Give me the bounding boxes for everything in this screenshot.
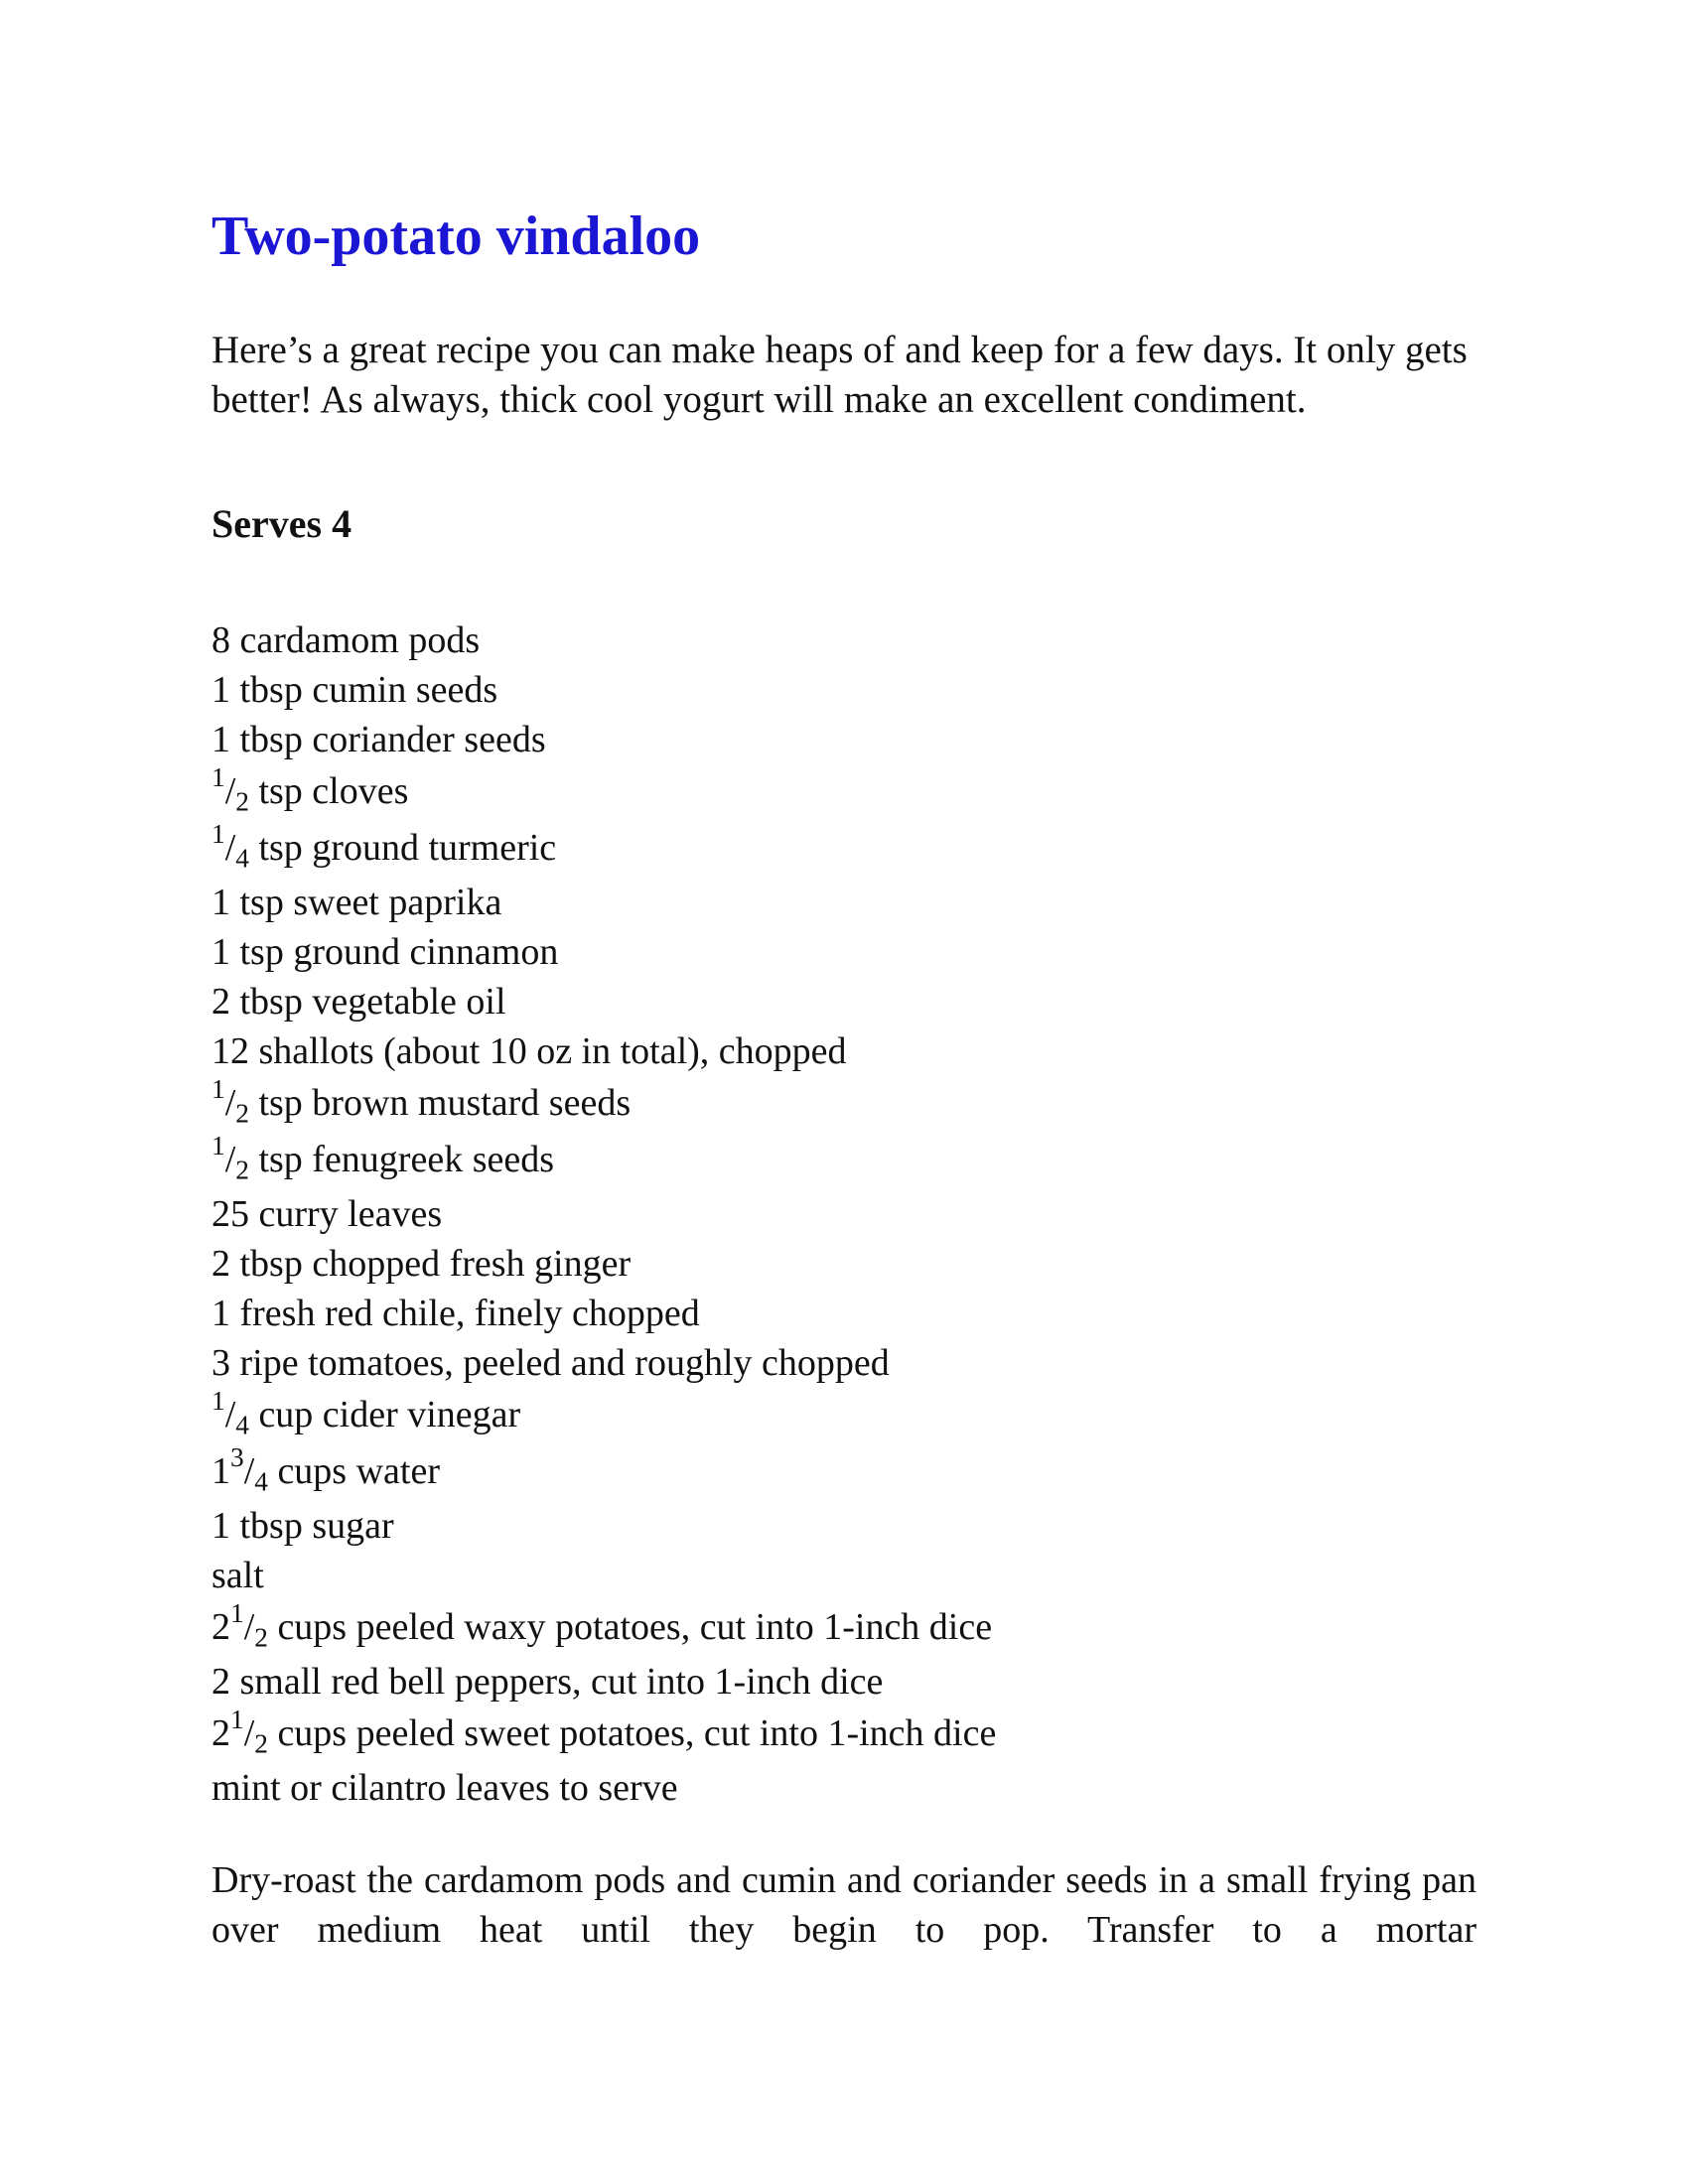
fraction-numerator: 1: [211, 1131, 225, 1160]
ingredient-text: 1 tbsp coriander seeds: [211, 719, 546, 760]
ingredient-item: [211, 1600, 996, 1657]
ingredient-text: 2 tbsp chopped fresh ginger: [211, 1243, 632, 1285]
ingredient-text: tsp ground turmeric: [248, 826, 557, 869]
ingredient-item: [211, 1133, 996, 1189]
ingredient-whole: 1: [211, 1449, 230, 1492]
fraction-slash: /: [243, 1605, 255, 1648]
ingredient-text: 1 tsp sweet paprika: [211, 882, 502, 923]
fraction-numerator: 1: [211, 819, 225, 849]
ingredient-item: [211, 878, 996, 927]
ingredient-item: [211, 1388, 996, 1444]
ingredient-item: [211, 1763, 996, 1813]
ingredient-text: 1 tbsp sugar: [211, 1505, 394, 1547]
ingredient-text: salt: [211, 1555, 264, 1596]
fraction-numerator: 1: [211, 1386, 225, 1416]
fraction-numerator: 1: [230, 1705, 244, 1734]
ingredient-item: [211, 1189, 996, 1239]
ingredient-text: 2 tbsp vegetable oil: [211, 981, 506, 1023]
ingredient-item: [211, 927, 996, 977]
ingredient-item: [211, 665, 996, 715]
ingredient-text: 8 cardamom pods: [211, 619, 481, 661]
fraction-slash: /: [224, 826, 236, 869]
ingredient-text: 1 tbsp cumin seeds: [211, 669, 498, 711]
ingredient-text: tsp fenugreek seeds: [248, 1138, 554, 1180]
serves-heading: Serves 4: [211, 501, 352, 546]
ingredient-text: cups peeled waxy potatoes, cut into 1-inch dice: [267, 1605, 993, 1648]
ingredient-text: 2 small red bell peppers, cut into 1-inch dice: [211, 1661, 884, 1703]
fraction-slash: /: [224, 1081, 236, 1124]
ingredient-item: [211, 1076, 996, 1133]
fraction-denominator: 4: [235, 843, 249, 874]
fraction-slash: /: [224, 1138, 236, 1180]
fraction-slash: /: [243, 1449, 255, 1492]
method-paragraph: Dry-roast the cardamom pods and cumin and coriander seeds in a small frying pan over medium heat until they begin to pop. Transfer to a mortar: [211, 1859, 1477, 1951]
fraction-numerator: 1: [230, 1598, 244, 1628]
ingredient-text: 1 fresh red chile, finely chopped: [211, 1293, 700, 1334]
recipe-intro: Here’s a great recipe you can make heaps of and keep for a few days. It only gets better! As always, thick cool yogurt will make an excellent condiment.: [211, 329, 1468, 421]
ingredient-text: tsp brown mustard seeds: [248, 1081, 632, 1124]
ingredient-item: [211, 977, 996, 1026]
fraction-denominator: 4: [235, 1410, 249, 1440]
ingredient-text: mint or cilantro leaves to serve: [211, 1767, 678, 1809]
ingredient-item: [211, 1706, 996, 1763]
fraction-numerator: 1: [211, 762, 225, 792]
ingredient-item: [211, 1026, 996, 1076]
fraction-denominator: 2: [254, 1622, 268, 1653]
ingredient-item: [211, 764, 996, 821]
ingredient-text: cups water: [267, 1449, 440, 1492]
ingredient-text: cups peeled sweet potatoes, cut into 1-inch dice: [267, 1711, 997, 1754]
fraction-denominator: 4: [254, 1466, 268, 1497]
ingredient-item: [211, 1657, 996, 1706]
ingredient-text: tsp cloves: [248, 769, 409, 812]
ingredient-item: [211, 715, 996, 764]
recipe-title: Two-potato vindaloo: [211, 205, 701, 267]
ingredient-list: [211, 615, 996, 1813]
fraction-slash: /: [224, 1393, 236, 1435]
ingredient-whole: 2: [211, 1711, 230, 1754]
ingredient-item: [211, 615, 996, 665]
ingredient-text: 3 ripe tomatoes, peeled and roughly chopped: [211, 1342, 890, 1384]
ingredient-text: 1 tsp ground cinnamon: [211, 931, 559, 973]
ingredient-text: 12 shallots (about 10 oz in total), chopped: [211, 1030, 847, 1072]
ingredient-item: [211, 821, 996, 878]
ingredient-item: [211, 1239, 996, 1289]
ingredient-item: [211, 1501, 996, 1551]
fraction-slash: /: [224, 769, 236, 812]
fraction-denominator: 2: [235, 786, 249, 817]
ingredient-item: [211, 1444, 996, 1501]
ingredient-item: [211, 1338, 996, 1388]
fraction-numerator: 3: [230, 1442, 244, 1472]
fraction-slash: /: [243, 1711, 255, 1754]
fraction-denominator: 2: [235, 1155, 249, 1185]
fraction-numerator: 1: [211, 1074, 225, 1104]
ingredient-text: 25 curry leaves: [211, 1193, 443, 1235]
ingredient-text: cup cider vinegar: [248, 1393, 521, 1435]
fraction-denominator: 2: [235, 1098, 249, 1129]
fraction-denominator: 2: [254, 1728, 268, 1759]
ingredient-item: [211, 1551, 996, 1600]
ingredient-item: [211, 1289, 996, 1338]
ingredient-whole: 2: [211, 1605, 230, 1648]
